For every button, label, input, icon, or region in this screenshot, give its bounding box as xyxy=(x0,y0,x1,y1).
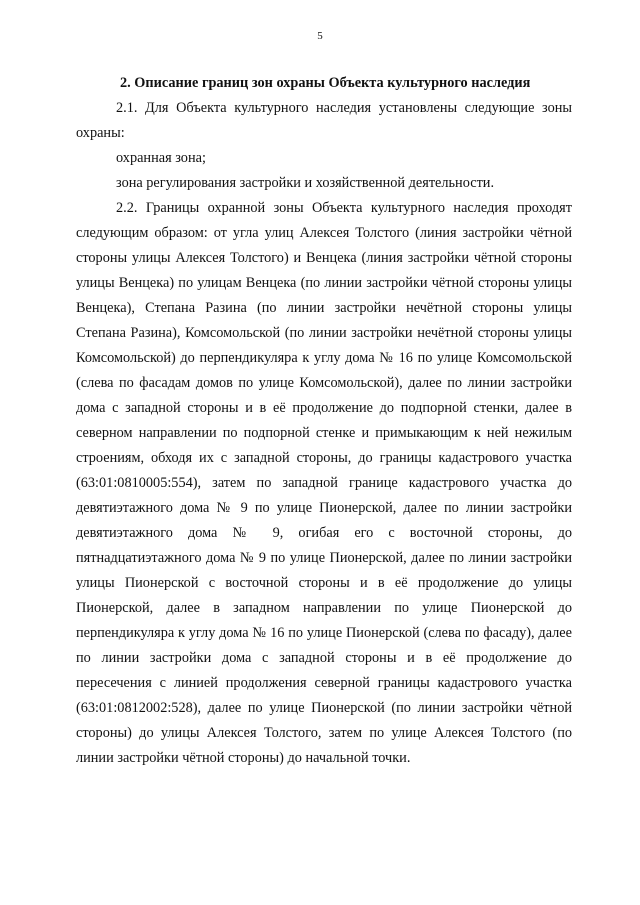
page-number: 5 xyxy=(317,30,323,42)
section-heading: 2. Описание границ зон охраны Объекта культурного наследия xyxy=(120,75,531,91)
paragraph-2-1: 2.1. Для Объекта культурного наследия установлены следующие зоны охраны: xyxy=(76,100,572,141)
paragraph-2-2: 2.2. Границы охранной зоны Объекта культурного наследия проходят следующим образом: от угла улиц Алексея Толстого (линия застройки чётной стороны улицы Алексея Толстого) и Венцека (линия застройки чётной стороны улицы Венцека) по улицам Венцека (по линии застройки чётной стороны улицы Венцека), Степана Разина (по линии застройки нечётной стороны улицы Степана Разина), Комсомольской (по линии застройки нечётной стороны улицы Комсомольской) до перпендикуляра к углу дома № 16 по улице Комсомольской (слева по фасадам домов по улице Комсомольской), далее по линии застройки дома с западной стороны и в её продолжение до подпорной стенки, далее в северном направлении по подпорной стенке и примыкающим к ней нежилым строениям, обходя их с западной стороны, до границы кадастрового участка (63:01:0810005:554), затем по западной границе кадастрового участка до девятиэтажного дома № 9 по улице Пионерской, далее по линии застройки девятиэтажного дома № 9, огибая его с восточной стороны, до пятнадцатиэтажного дома № 9 по улице Пионерской, далее по линии застройки улицы Пионерской с восточной стороны и в её продолжение до улицы Пионерской, далее в западном направлении по улице Пионерской до перпендикуляра к углу дома № 16 по улице Пионерской (слева по фасаду), далее по линии застройки дома с западной стороны и в её продолжение до пересечения с линией продолжения северной границы кадастрового участка (63:01:0812002:528), далее по улице Пионерской (по линии застройки чётной стороны) до улицы Алексея Толстого, затем по улице Алексея Толстого (по линии застройки чётной стороны) до начальной точки. xyxy=(76,200,572,766)
zone-item-regulation: зона регулирования застройки и хозяйственной деятельности. xyxy=(116,175,495,191)
document-body xyxy=(76,71,572,771)
zone-item-protection: охранная зона; xyxy=(116,150,206,166)
